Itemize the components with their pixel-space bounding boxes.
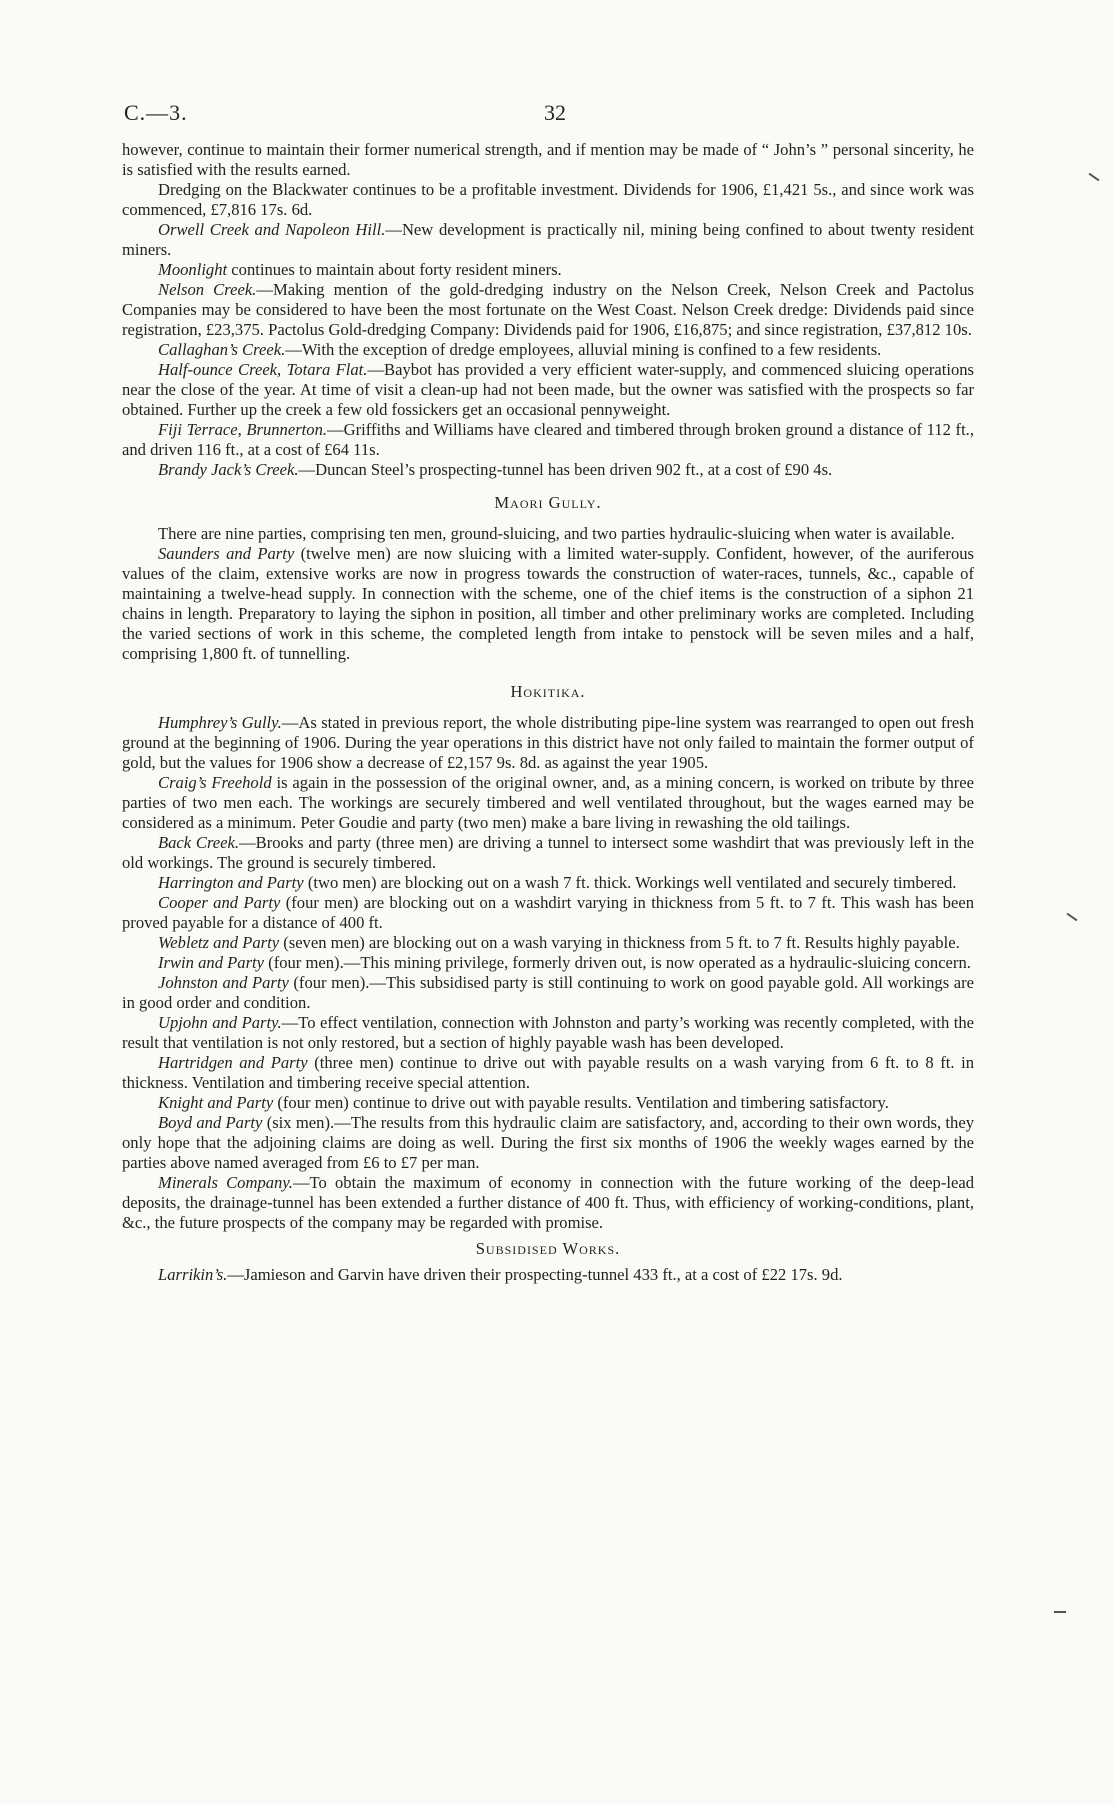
entry-name: Boyd and Party [158,1113,263,1132]
entry-text: continues to maintain about forty resident miners. [227,260,562,279]
paragraph-intro-continued: however, continue to maintain their former numerical strength, and if mention may be made of “ John’s ” personal sincerity, he is satisfied with the results earned. [122,140,974,179]
entry-name: Irwin and Party [158,953,265,972]
margin-tick-mark [1054,1611,1066,1613]
paragraph-craigs-freehold [122,773,974,833]
entry-name: Saunders and Party [158,544,295,563]
entry-text: —Making mention of the gold-dredging industry on the Nelson Creek, Nelson Creek and Pactolus Companies may be considered to have been the most fortunate on the West Coast. Nelson Creek dredge: Dividends paid since registration, £23,375. Pactolus Gold-dredging Company: Dividends paid for 1906, £16,875; and since registration, £37,812 10s. [122,280,974,339]
paragraph-orwell-creek [122,220,974,260]
entry-name: Harrington and Party [158,873,304,892]
entry-text: (six men).—The results from this hydraulic claim are satisfactory, and, according to their own words, they only hope that the adjoining claims are doing as well. During the first six months of 1906 the weekly wages earned by the parties above named averaged from £6 to £7 per man. [122,1113,974,1172]
paragraph-webletz-and-party [122,933,974,953]
entry-name: Callaghan’s Creek. [158,340,286,359]
entry-text: is again in the possession of the original owner, and, as a mining concern, is worked on tribute by three parties of two men each. The workings are securely timbered and well ventilated throughout, but the wages earned may be considered as a minimum. Peter Goudie and party (two men) make a bare living in rewashing the old tailings. [122,773,974,832]
entry-text: —To effect ventilation, connection with Johnston and party’s working was recently completed, with the result that ventilation is not only restored, but a section of highly payable wash has been developed. [122,1013,974,1052]
entry-text: (three men) continue to drive out with payable results on a wash varying from 6 ft. to 8 ft. in thickness. Ventilation and timbering receive special attention. [122,1053,974,1092]
entry-text: (seven men) are blocking out on a wash varying in thickness from 5 ft. to 7 ft. Results highly payable. [279,933,960,952]
entry-name: Craig’s Freehold [158,773,272,792]
entry-text: —Duncan Steel’s prospecting-tunnel has been driven 902 ft., at a cost of £90 4s. [298,460,833,479]
entry-text: —To obtain the maximum of economy in connection with the future working of the deep-lead deposits, the drainage-tunnel has been extended a further distance of 400 ft. Thus, with efficiency of working-conditions, plant, &c., the future prospects of the company may be regarded with promise. [122,1173,974,1232]
paragraph-fiji-terrace [122,420,974,460]
entry-text: (four men) continue to drive out with payable results. Ventilation and timbering satisfactory. [273,1093,889,1112]
paragraph-minerals-company [122,1173,974,1233]
paragraph-moonlight [122,260,974,280]
paragraph-irwin-and-party [122,953,974,973]
entry-text: —Griffiths and Williams have cleared and timbered through broken ground a distance of 112 ft., and driven 116 ft., at a cost of £64 11s. [122,420,974,459]
entry-text: —Brooks and party (three men) are driving a tunnel to intersect some washdirt that was previously left in the old workings. The ground is securely timbered. [122,833,974,872]
entry-name: Brandy Jack’s Creek. [158,460,299,479]
page-body [122,140,974,1285]
entry-name: Cooper and Party [158,893,281,912]
entry-name: Webletz and Party [158,933,280,952]
document-reference: C.—3. [124,100,188,125]
paragraph-half-ounce-creek [122,360,974,420]
paragraph-boyd-and-party [122,1113,974,1173]
paragraph-upjohn-and-party [122,1013,974,1053]
entry-text: (four men).—This mining privilege, formerly driven out, is now operated as a hydraulic-sluicing concern. [264,953,971,972]
paragraph-larrikins [122,1265,974,1285]
paragraph-knight-and-party [122,1093,974,1113]
entry-name: Nelson Creek. [158,280,257,299]
paragraph-brandy-jacks-creek [122,460,974,480]
paragraph-blackwater: Dredging on the Blackwater continues to be a profitable investment. Dividends for 1906, £1,421 5s., and since work was commenced, £7,816 17s. 6d. [122,180,974,219]
document-page [122,100,974,1285]
margin-tick-mark [1067,913,1078,922]
entry-text: —As stated in previous report, the whole distributing pipe-line system was rearranged to open out fresh ground at the beginning of 1906. During the year operations in this district have not only failed to maintain the former output of gold, but the values for 1906 show a decrease of £2,157 9s. 8d. as against the year 1905. [122,713,974,772]
paragraph-nelson-creek [122,280,974,340]
section-heading-hokitika: Hokitika. [510,682,586,701]
entry-name: Back Creek. [158,833,240,852]
entry-name: Upjohn and Party. [158,1013,282,1032]
entry-name: Larrikin’s. [158,1265,228,1284]
paragraph-hartridgen-and-party [122,1053,974,1093]
entry-text: (four men) are blocking out on a washdirt varying in thickness from 5 ft. to 7 ft. This wash has been proved payable for a distance of 400 ft. [122,893,974,932]
paragraph-humphreys-gully [122,713,974,773]
margin-tick-mark [1089,173,1100,182]
entry-text: (two men) are blocking out on a wash 7 ft. thick. Workings well ventilated and securely timbered. [303,873,957,892]
entry-name: Half-ounce Creek, Totara Flat. [158,360,368,379]
paragraph-saunders-and-party [122,544,974,664]
entry-name: Fiji Terrace, Brunnerton. [158,420,328,439]
entry-text: —Baybot has provided a very efficient water-supply, and commenced sluicing operations near the close of the year. At time of visit a clean-up had not been made, but the owner was satisfied with the prospects so far obtained. Further up the creek a few old fossickers get an occasional pennyweight. [122,360,974,419]
paragraph-cooper-and-party [122,893,974,933]
entry-name: Hartridgen and Party [158,1053,308,1072]
page-number: 32 [544,100,566,125]
paragraph-back-creek [122,833,974,873]
paragraph-johnston-and-party [122,973,974,1013]
paragraph-callaghans-creek [122,340,974,360]
entry-name: Moonlight [158,260,228,279]
page-header [122,100,974,140]
entry-name: Johnston and Party [158,973,289,992]
entry-name: Knight and Party [158,1093,274,1112]
entry-name: Minerals Company. [158,1173,293,1192]
entry-name: Orwell Creek and Napoleon Hill. [158,220,386,239]
entry-text: —New development is practically nil, mining being confined to about twenty resident miners. [122,220,974,259]
entry-text: —With the exception of dredge employees, alluvial mining is confined to a few residents. [285,340,882,359]
entry-text: (twelve men) are now sluicing with a limited water-supply. Confident, however, of the auriferous values of the claim, extensive works are now in progress towards the construction of water-races, tunnels, &c., capable of maintaining a twelve-head supply. In connection with the scheme, one of the chief items is the construction of a siphon 21 chains in length. Preparatory to laying the siphon in position, all timber and other preliminary works are completed. Including the varied sections of work in this scheme, the completed length from intake to penstock will be seven miles and a half, comprising 1,800 ft. of tunnelling. [122,544,974,663]
paragraph-harrington-and-party [122,873,974,893]
entry-text: —Jamieson and Garvin have driven their prospecting-tunnel 433 ft., at a cost of £22 17s. 9d. [227,1265,843,1284]
section-heading-maori-gully: Maori Gully. [494,493,602,512]
entry-name: Humphrey’s Gully. [158,713,282,732]
paragraph-maori-gully-intro: There are nine parties, comprising ten men, ground-sluicing, and two parties hydraulic-sluicing when water is available. [158,524,955,543]
entry-text: (four men).—This subsidised party is still continuing to work on good payable gold. All workings are in good order and condition. [122,973,974,1012]
section-heading-subsidised-works: Subsidised Works. [475,1239,621,1258]
